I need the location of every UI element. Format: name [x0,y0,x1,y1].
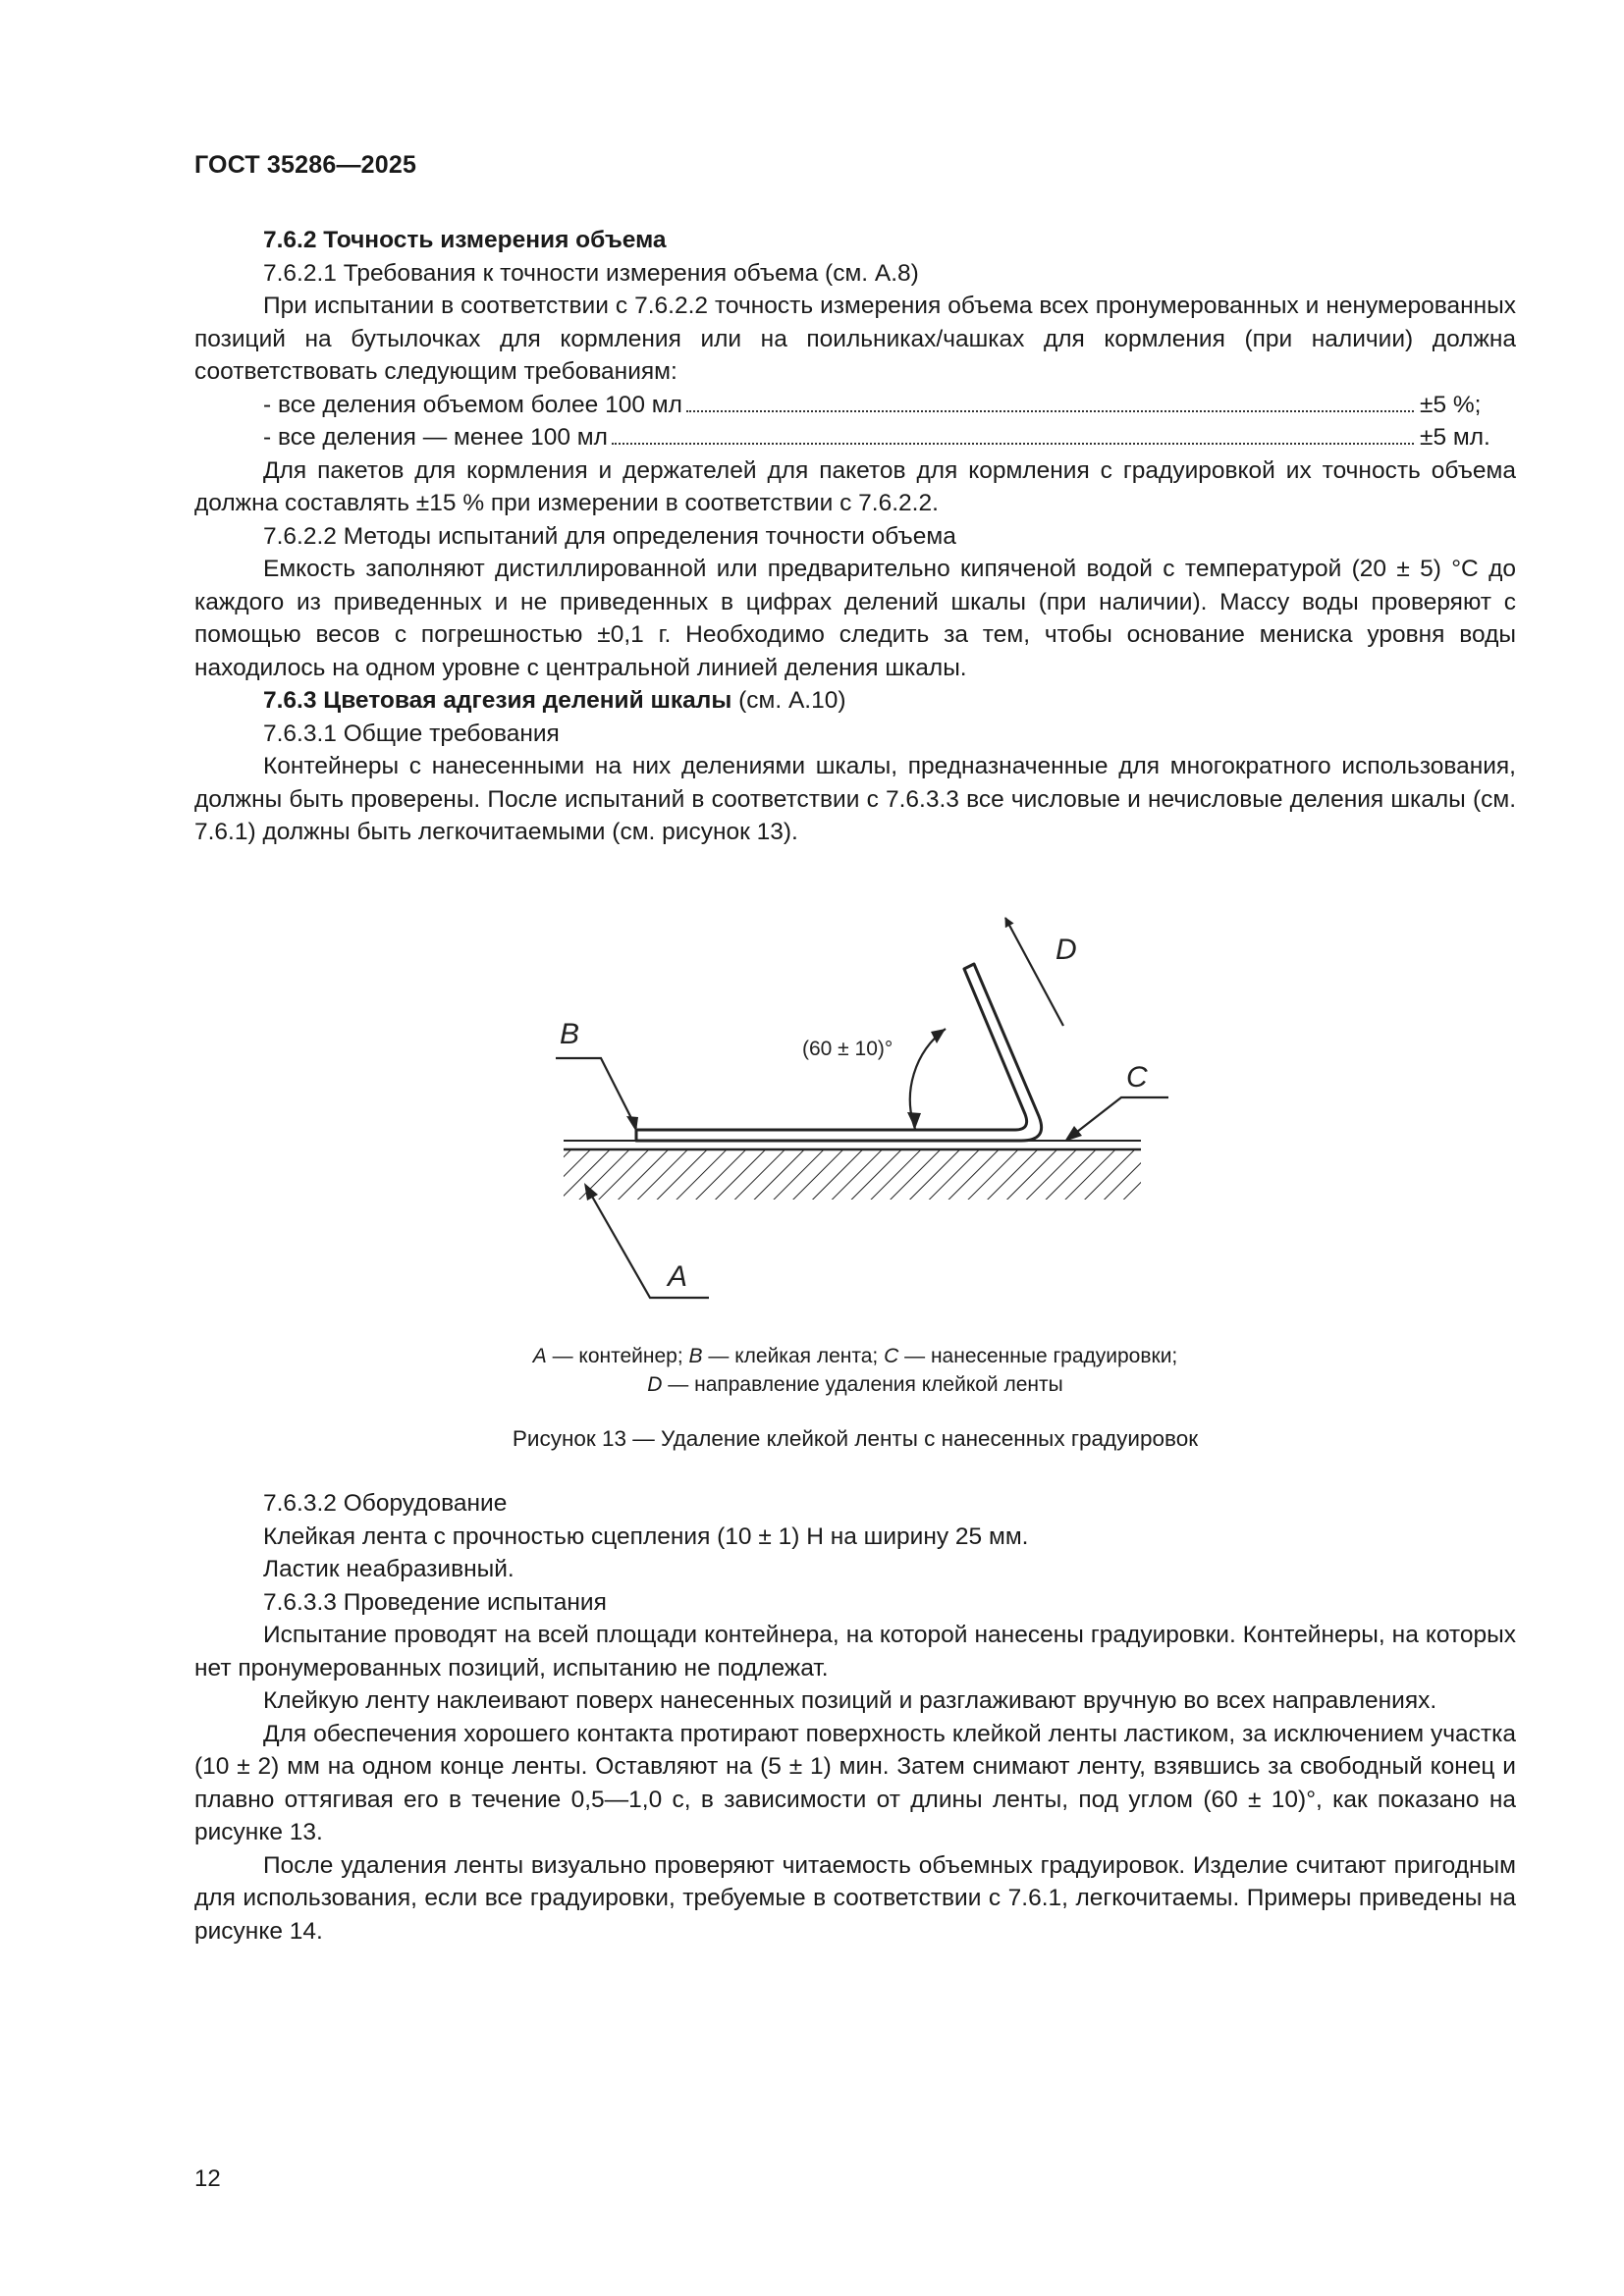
section-7-6-2 [194,224,1516,849]
dot-leader [686,410,1414,412]
paragraph: Клейкая лента с прочностью сцепления (10 ± 1) Н на ширину 25 мм. [263,1522,1029,1550]
legend-key: B [688,1345,703,1367]
figure-legend [194,1342,1516,1399]
legend-key: D [647,1373,663,1396]
leader-a [587,1188,709,1298]
leader-b-arrowhead [626,1116,638,1132]
angle-label: (60 ± 10)° [802,1038,893,1060]
requirement-label: - все деления — менее 100 мл [263,424,608,451]
paragraph: Ластик неабразивный. [263,1556,514,1582]
page-number: 12 [194,2165,221,2192]
requirement-row [194,389,1516,422]
leader-c-arrowhead [1064,1126,1082,1142]
label-b: B [560,1018,580,1050]
subsection-title-7-6-3-3: 7.6.3.3 Проведение испытания [263,1588,607,1616]
label-a: A [668,1260,688,1293]
legend-line [194,1370,1516,1399]
subsection-title-7-6-3-2: 7.6.3.2 Оборудование [263,1490,508,1517]
figure-caption: Рисунок 13 — Удаление клейкой ленты с нанесенных градуировок [512,1426,1199,1451]
section-title-7-6-3 [194,684,1516,718]
requirement-row [194,421,1516,454]
legend-key: A [532,1345,547,1367]
subsection-title-7-6-2-2: 7.6.2.2 Методы испытаний для определения точности объема [263,522,956,550]
leader-c [1068,1097,1168,1139]
label-d: D [1056,934,1077,966]
angle-arrowhead [907,1112,921,1129]
dot-leader [612,443,1414,445]
leader-b [556,1058,636,1128]
section-title-bold: 7.6.3 Цветовая адгезия делений шкалы [263,687,732,714]
paragraph: Для пакетов для кормления и держателей для пакетов для кормления с градуировкой их точность объема должна составлять ±15 % при измерении в соответствии с 7.6.2.2. [194,456,1516,516]
subsection-title-7-6-3-1: 7.6.3.1 Общие требования [263,720,560,747]
paragraph: После удаления ленты визуально проверяют читаемость объемных градуировок. Изделие считают пригодным для использования, если все градуировки, требуемые в соответствии с 7.6.1, легкочитаемы. Примеры приведены на рисунке 14. [194,1851,1516,1945]
legend-key: C [884,1345,899,1367]
legend-text: — клейкая лента; [702,1345,885,1367]
figure-13 [540,888,1178,1310]
subsection-title-7-6-2-1: 7.6.2.1 Требования к точности измерения объема (см. А.8) [263,259,919,287]
paragraph: Испытание проводят на всей площади контейнера, на которой нанесены градуировки. Контейнеры, на которых нет пронумерованных позиций, испытанию не подлежат. [194,1622,1516,1682]
tape-removal-diagram [540,888,1178,1310]
paragraph: При испытании в соответствии с 7.6.2.2 точность измерения объема всех пронумерованных и ненумерованных позиций на бутылочках для кормления или на поильниках/чашках для кормления (при наличии) должна соответствовать следующим требованиям: [194,293,1516,385]
container-hatch [564,1150,1141,1200]
paragraph: Контейнеры с нанесенными на них делениями шкалы, предназначенные для многократного использования, должны быть проверены. После испытаний в соответствии с 7.6.3.3 все числовые и нечисловые деления шкалы (см. 7.6.1) должны быть легкочитаемыми (см. рисунок 13). [194,753,1516,845]
document-header: ГОСТ 35286—2025 [194,151,417,179]
requirement-value: ±5 мл. [1420,424,1490,451]
section-7-6-3-continued [194,1487,1516,1948]
requirement-value: ±5 %; [1420,391,1482,418]
paragraph: Емкость заполняют дистиллированной или предварительно кипяченой водой с температурой (20 ± 5) °С до каждого из приведенных и не приведенных в цифрах делений шкалы (при наличии). Массу воды проверяют с помощью весов с погрешностью ±0,1 г. Необходимо следить за тем, чтобы основание мениска уровня воды находилось на одном уровне с центральной линией деления шкалы. [194,556,1516,681]
label-c: C [1126,1061,1148,1094]
paragraph: Клейкую ленту наклеивают поверх нанесенных позиций и разглаживают вручную во всех направлениях. [263,1687,1437,1714]
requirement-label: - все деления объемом более 100 мл [263,391,682,418]
legend-text: — направление удаления клейкой ленты [662,1373,1063,1396]
paragraph: Для обеспечения хорошего контакта протирают поверхность клейкой ленты ластиком, за исключением участка (10 ± 2) мм на одном конце ленты. Оставляют на (5 ± 1) мин. Затем снимают ленту, взявшись за свободный конец и плавно оттягивая его в течение 0,5—1,0 с, в зависимости от длины ленты, под углом (60 ± 10)°, как показано на рисунке 13. [194,1720,1516,1845]
legend-text: — контейнер; [546,1345,689,1367]
section-title-ref: (см. А.10) [731,687,846,714]
section-title-7-6-2: 7.6.2 Точность измерения объема [263,227,667,253]
legend-line [194,1342,1516,1370]
legend-text: — нанесенные градуировки; [898,1345,1178,1367]
